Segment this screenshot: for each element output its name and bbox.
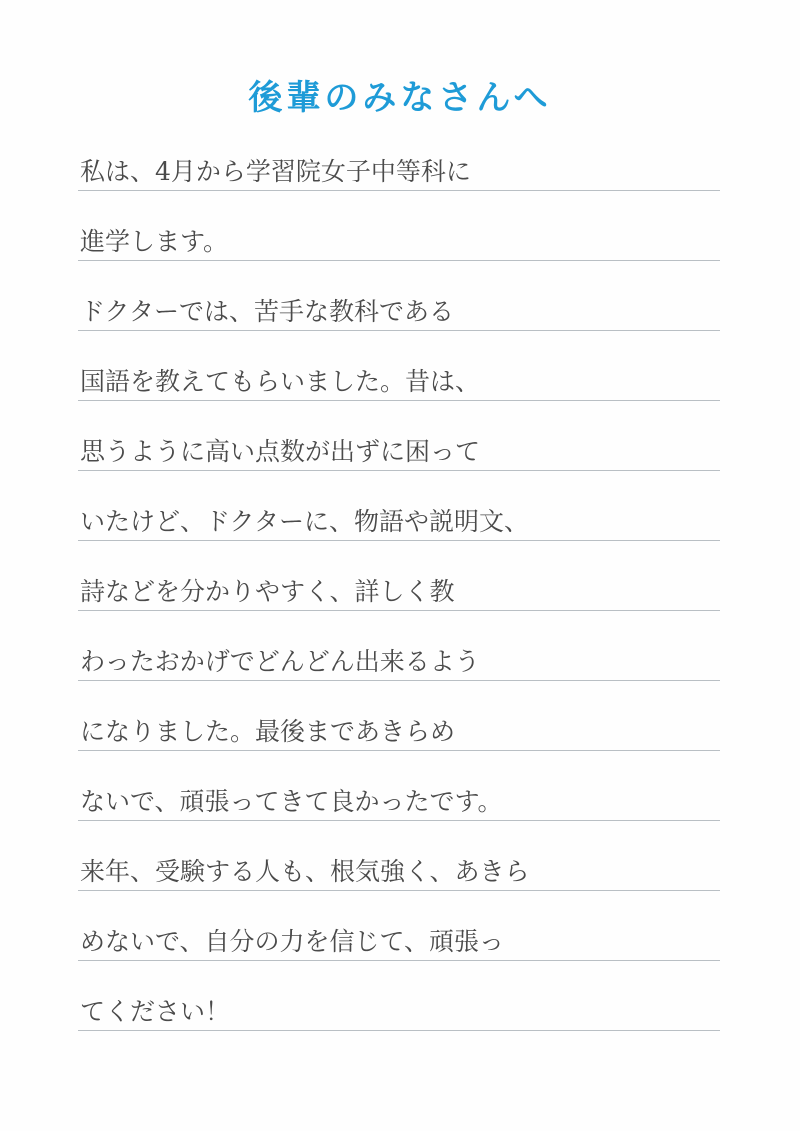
essay-line-5: 思うように高い点数が出ずに困って [80, 437, 481, 466]
ruled-line-12 [78, 960, 720, 961]
essay-line-6: いたけど、ドクターに、物語や説明文、 [80, 507, 530, 536]
essay-line-3: ドクターでは、苦手な教科である [80, 297, 455, 326]
essay-line-11: 来年、受験する人も、根気強く、あきら [80, 857, 530, 886]
ruled-line-5 [78, 470, 720, 471]
essay-line-4: 国語を教えてもらいました。昔は、 [80, 367, 481, 396]
ruled-line-3 [78, 330, 720, 331]
essay-line-2: 進学します。 [80, 227, 229, 256]
essay-line-12: めないで、自分の力を信じて、頑張っ [80, 927, 505, 956]
essay-line-13: てください！ [80, 997, 231, 1026]
essay-line-1: 私は、4月から学習院女子中等科に [80, 157, 471, 186]
ruled-line-13 [78, 1030, 720, 1031]
ruled-line-1 [78, 190, 720, 191]
essay-line-10: ないで、頑張ってきて良かったです。 [80, 787, 503, 816]
essay-line-7: 詩などを分かりやすく、詳しく教 [80, 577, 455, 606]
ruled-line-7 [78, 610, 720, 611]
ruled-line-6 [78, 540, 720, 541]
ruled-line-9 [78, 750, 720, 751]
essay-line-8: わったおかげでどんどん出来るよう [80, 647, 480, 676]
ruled-line-11 [78, 890, 720, 891]
page-title: 後輩のみなさんへ [248, 78, 552, 118]
ruled-line-10 [78, 820, 720, 821]
ruled-line-8 [78, 680, 720, 681]
essay-line-9: になりました。最後まであきらめ [80, 717, 456, 746]
ruled-line-4 [78, 400, 720, 401]
ruled-line-2 [78, 260, 720, 261]
